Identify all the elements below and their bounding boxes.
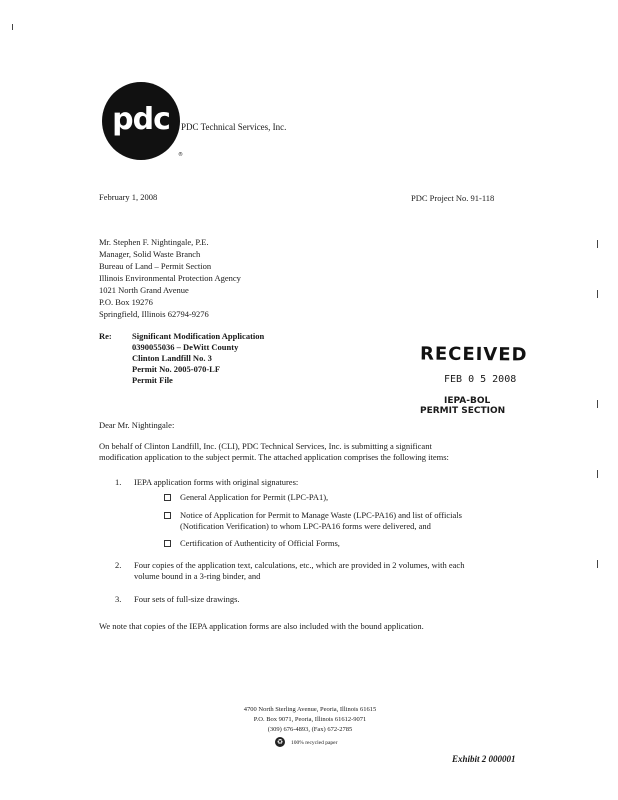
scan-mark (597, 470, 598, 478)
exhibit-label: Exhibit 2 000001 (452, 754, 516, 764)
item-number: 1. (115, 477, 122, 487)
salutation: Dear Mr. Nightingale: (99, 420, 175, 430)
footer-phone: (309) 676-4893, (Fax) 672-2785 (267, 726, 353, 733)
subject-line: Permit File (132, 375, 173, 385)
subject-line: Permit No. 2005-070-LF (132, 364, 221, 374)
item-text: volume bound in a 3-ring binder, and (134, 571, 261, 581)
closing-note: We note that copies of the IEPA application forms are also included with the bound application. (99, 621, 424, 631)
subitem-text: Notice of Application for Permit to Manage Waste (LPC-PA16) and list of officials (180, 510, 462, 520)
subitem-text: General Application for Permit (LPC-PA1), (180, 492, 329, 502)
intro-line: On behalf of Clinton Landfill, Inc. (CLI), PDC Technical Services, Inc. is submitting a significant (99, 441, 432, 451)
recycle-icon: ♻ (276, 738, 284, 746)
subitem-text: Certification of Authenticity of Official Forms, (180, 538, 340, 548)
footer-recycled: 100% recycled paper (291, 740, 338, 746)
checkbox-icon (164, 512, 171, 519)
recipient-line: 1021 North Grand Avenue (99, 285, 189, 295)
subject-line: Clinton Landfill No. 3 (132, 353, 212, 363)
stamp-dept: IEPA-BOL (444, 396, 491, 406)
project-number: PDC Project No. 91-118 (411, 193, 495, 203)
footer-address: 4700 North Sterling Avenue, Peoria, Illinois 61615 (243, 706, 377, 713)
logo-text: pdc (112, 102, 170, 137)
checkbox-icon (164, 540, 171, 547)
stamp-date: FEB 0 5 2008 (444, 374, 517, 385)
scan-mark (597, 400, 598, 408)
subject-line: 0390055036 – DeWitt County (132, 342, 239, 352)
stamp-section: PERMIT SECTION (420, 406, 506, 416)
scan-mark (12, 24, 13, 30)
subject-line: Significant Modification Application (132, 331, 265, 341)
item-text: IEPA application forms with original signatures: (134, 477, 299, 487)
checkbox-icon (164, 494, 171, 501)
item-number: 3. (115, 594, 122, 604)
item-text: Four sets of full-size drawings. (134, 594, 240, 604)
recipient-line: Mr. Stephen F. Nightingale, P.E. (99, 237, 209, 247)
pdc-logo (102, 82, 180, 160)
registered-mark: ® (178, 152, 183, 158)
letter-date: February 1, 2008 (99, 192, 158, 202)
footer-pobox: P.O. Box 9071, Peoria, Illinois 61612-9071 (253, 716, 367, 723)
company-name: PDC Technical Services, Inc. (181, 122, 287, 132)
recipient-line: Springfield, Illinois 62794-9276 (99, 309, 209, 319)
stamp-received-text: RECEIVED (419, 343, 528, 366)
intro-line: modification application to the subject permit. The attached application comprises the following items: (99, 452, 449, 462)
scan-mark (597, 240, 598, 248)
scan-mark (597, 560, 598, 568)
item-text: Four copies of the application text, calculations, etc., which are provided in 2 volumes, with each (134, 560, 465, 570)
item-number: 2. (115, 560, 122, 570)
recipient-line: Illinois Environmental Protection Agency (99, 273, 241, 283)
recipient-line: Bureau of Land – Permit Section (99, 261, 212, 271)
scan-mark (597, 290, 598, 298)
subitem-text: (Notification Verification) to whom LPC-PA16 forms were delivered, and (180, 521, 431, 531)
re-label: Re: (99, 331, 112, 341)
recipient-line: Manager, Solid Waste Branch (99, 249, 201, 259)
recipient-line: P.O. Box 19276 (99, 297, 153, 307)
